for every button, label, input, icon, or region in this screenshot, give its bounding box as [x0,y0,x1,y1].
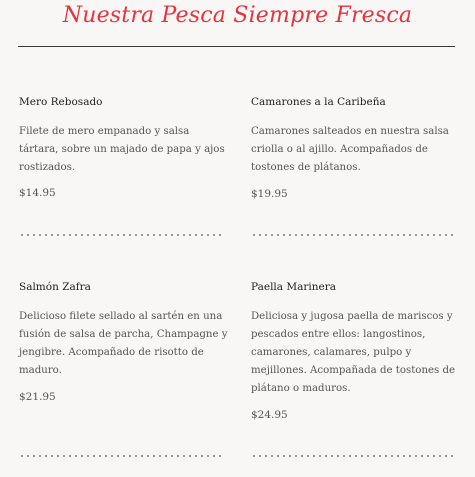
dotted-divider [251,454,456,458]
item-description: Deliciosa y jugosa paella de mariscos y pescados entre ellos: langostinos, camarones, calamares, pulpo y mejillones. Acompañada de tostones de plátano o maduros. [251,311,456,394]
menu-section-title: Nuestra Pesca Siempre Fresca [62,3,413,28]
item-description: Filete de mero empanado y salsa tártara, sobre un majado de papa y ajos rostizados. [19,126,225,173]
menu-item [251,281,461,471]
title-divider [18,46,455,47]
item-description: Delicioso filete sellado al sartén en una fusión de salsa de parcha, Champagne y jengibre. Acompañado de risotto de maduro. [19,311,228,376]
dotted-divider [251,233,456,237]
menu-item [251,96,461,246]
dotted-divider [19,233,224,237]
item-name: Salmón Zafra [19,281,91,293]
item-name: Mero Rebosado [19,96,103,108]
item-price: $24.95 [251,409,288,421]
item-description: Camarones salteados en nuestra salsa criolla o al ajillo. Acompañados de tostones de plátanos. [251,126,449,173]
item-price: $14.95 [19,187,56,199]
menu-item [19,281,229,471]
item-price: $19.95 [251,188,288,200]
item-name: Paella Marinera [251,281,337,293]
menu-item [19,96,229,246]
item-name: Camarones a la Caribeña [251,96,386,108]
item-price: $21.95 [19,391,56,403]
dotted-divider [19,454,224,458]
